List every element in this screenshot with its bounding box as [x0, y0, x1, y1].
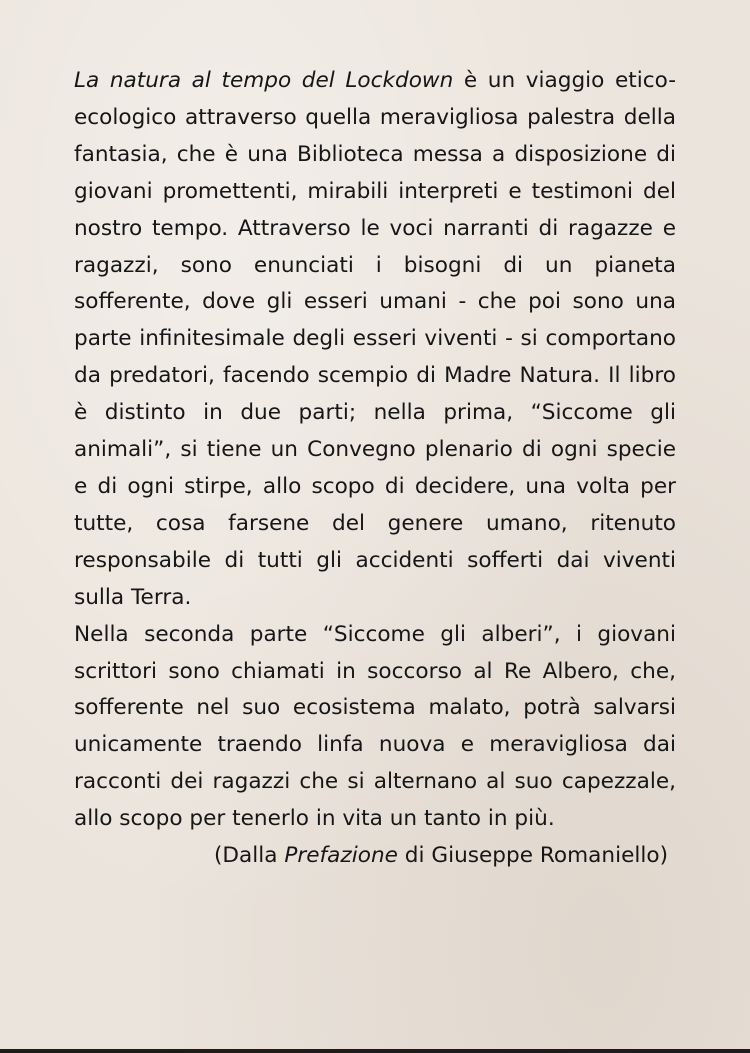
bottom-edge-divider: [0, 1049, 750, 1053]
attribution-prefix: (Dalla: [213, 843, 285, 869]
attribution-suffix: di Giuseppe Romaniello): [397, 843, 668, 869]
preface-attribution: [74, 838, 676, 875]
synopsis-paragraph-1: [74, 63, 676, 617]
paragraph-2-body: Nella seconda parte “Siccome gli alberi”, i giovani scrittori sono chiamati in soccorso al Re Albero, che, sofferente nel suo ecosistema malato, potrà salvarsi unicamente traendo linfa nuova e meravigliosa dai racconti dei ragazzi che si alternano al suo capezzale, allo scopo per tenerlo in vita un tanto in più.: [74, 621, 676, 832]
book-title-italic: La natura al tempo del Lockdown: [74, 68, 454, 93]
synopsis-paragraph-2: [74, 617, 676, 838]
paragraph-1-body: è un viaggio etico-ecologico attraverso quella meravigliosa palestra della fantasia, che è una Biblioteca messa a disposizione di giovani promettenti, mirabili interpreti e testimoni del nostro tempo. Attraverso le voci narranti di ragazze e ragazzi, sono enunciati i bisogni di un pianeta sofferente, dove gli esseri umani - che poi sono una parte infinitesimale degli esseri viventi - si comportano da predatori, facendo scempio di Madre Natura. Il libro è distinto in due parti; nella prima, “Siccome gli animali”, si tiene un Convegno plenario di ogni specie e di ogni stirpe, allo scopo di decidere, una volta per tutte, cosa farsene del genere umano, ritenuto responsabile di tutti gli accidenti sofferti dai viventi sulla Terra.: [74, 68, 677, 610]
synopsis-text-block: [74, 63, 676, 875]
attribution-italic: Prefazione: [284, 843, 398, 869]
